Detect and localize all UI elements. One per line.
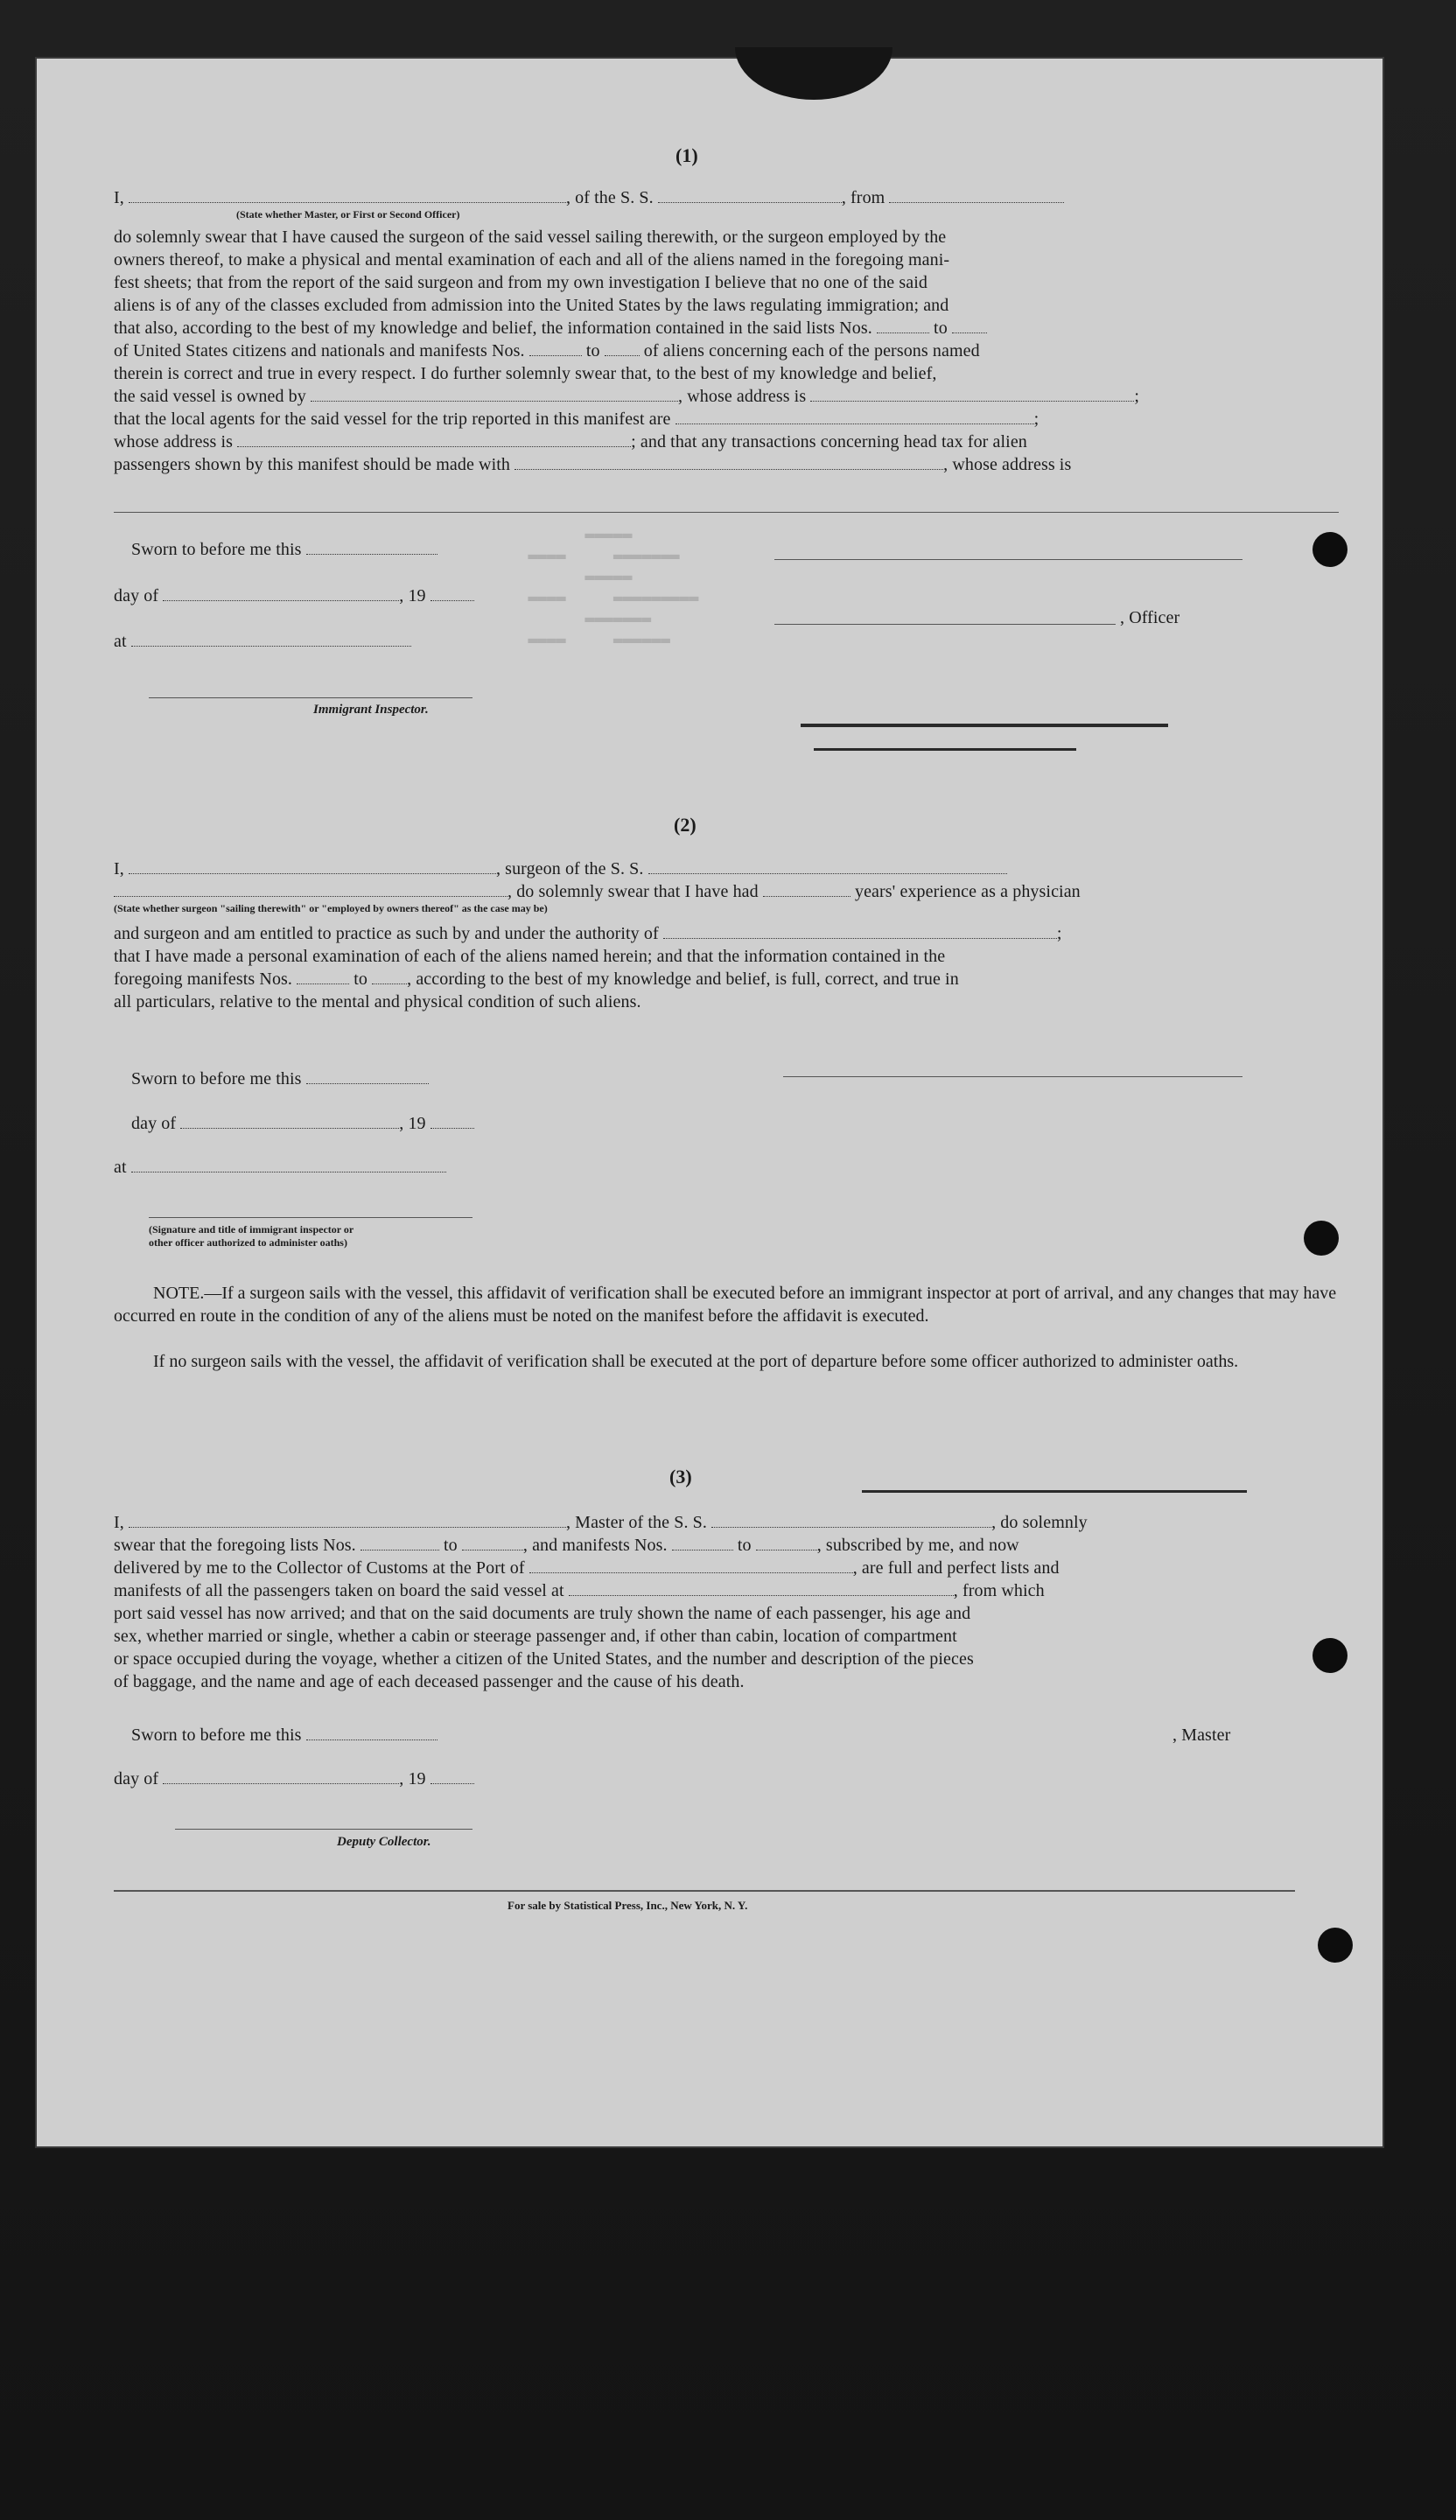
s2-month-blank[interactable] [180, 1114, 399, 1129]
immigrant-inspector-caption: Immigrant Inspector. [313, 703, 429, 717]
text: to [444, 1536, 458, 1555]
officer-caption: (State whether Master, or First or Second Officer) [236, 208, 460, 220]
printer-imprint: For sale by Statistical Press, Inc., New York, N. Y. [508, 1899, 748, 1912]
s3-line-4 [114, 1579, 1045, 1602]
s3-line-8: of baggage, and the name and age of each deceased passenger and the cause of his death. [114, 1672, 745, 1691]
surgeon-status-blank[interactable] [114, 882, 508, 897]
form-content [35, 57, 1384, 2148]
text: , according to the best of my knowledge and belief, is full, correct, and true in [407, 970, 959, 989]
s1-paragraph-line-9: that the local agents for the said vessel for the trip reported in this manifest are ; [114, 410, 1040, 429]
s3-sworn-line [131, 1724, 438, 1746]
s1-month-blank[interactable] [163, 586, 399, 601]
s2-year-blank[interactable] [430, 1114, 474, 1129]
s1-officer-label: , Officer [1120, 608, 1180, 627]
agents-address-blank[interactable] [237, 432, 631, 447]
text: whose address is [114, 432, 234, 452]
text: , 19 [399, 1114, 426, 1133]
text: to [354, 970, 368, 989]
s1-paragraph-line-6 [114, 340, 980, 362]
manifests-from-blank[interactable] [529, 341, 582, 356]
local-agents-blank[interactable] [676, 410, 1034, 424]
text: to [934, 318, 948, 338]
text: day of [114, 1769, 159, 1788]
text: Sworn to before me this [131, 540, 302, 559]
note-heading: NOTE. [153, 1284, 205, 1303]
s2-line-6: all particulars, relative to the mental and physical condition of such aliens. [114, 992, 641, 1012]
s2-line-3: and surgeon and am entitled to practice as such by and under the authority of ; [114, 924, 1062, 943]
s2-at-line [114, 1156, 446, 1179]
s2-vessel-blank[interactable] [648, 859, 1007, 874]
text: , and manifests Nos. [522, 1536, 668, 1555]
s3-manifests-to-blank[interactable] [756, 1536, 817, 1550]
text: years' experience as a physician [854, 882, 1081, 901]
surgeon-status-caption: (State whether surgeon "sailing therewith" or "employed by owners thereof" as the case may be) [114, 902, 548, 914]
vessel-name-blank[interactable] [658, 188, 842, 203]
text: I, [114, 1513, 124, 1532]
s1-paragraph-line-4: aliens is of any of the classes excluded from admission into the United States by the laws regulating immigration; and [114, 296, 949, 315]
deputy-collector-caption: Deputy Collector. [337, 1835, 431, 1849]
s3-vessel-blank[interactable] [711, 1513, 991, 1528]
text: Sworn to before me this [131, 1069, 302, 1088]
from-port-blank[interactable] [889, 188, 1064, 203]
s3-line-1 [114, 1511, 1088, 1534]
s2-manifests-to-blank[interactable] [372, 970, 407, 984]
text: of aliens concerning each of the persons named [643, 341, 980, 360]
s1-strike-line-2 [814, 748, 1076, 751]
text: , of the S. S. [565, 188, 654, 207]
s1-sworn-line [131, 538, 438, 561]
text: that the local agents for the said vessel for the trip reported in this manifest are [114, 410, 671, 429]
years-experience-blank[interactable] [763, 882, 850, 897]
text: and surgeon and am entitled to practice as such by and under the authority of [114, 924, 659, 943]
authority-blank[interactable] [663, 924, 1057, 939]
text: , do solemnly swear that I have had [508, 882, 759, 901]
text: passengers shown by this manifest should be made with [114, 455, 511, 474]
text: , whose address is [678, 387, 807, 406]
text: swear that the foregoing lists Nos. [114, 1536, 356, 1555]
text: foregoing manifests Nos. [114, 970, 293, 989]
manifests-to-blank[interactable] [605, 341, 640, 356]
text: of United States citizens and nationals and manifests Nos. [114, 341, 525, 360]
s3-master-label: , Master [1172, 1726, 1231, 1745]
section-1-oath-line [114, 186, 1064, 209]
s3-lists-from-blank[interactable] [360, 1536, 439, 1550]
head-tax-party-blank[interactable] [514, 455, 943, 470]
text: , do solemnly [991, 1513, 1088, 1532]
s2-line-1 [114, 858, 1007, 880]
lists-from-blank[interactable] [877, 318, 929, 333]
text: , 19 [399, 586, 426, 606]
s1-paragraph-line-1: do solemnly swear that I have caused the surgeon of the said vessel sailing therewith, or the surgeon employed by the [114, 228, 947, 247]
text: , Master of the S. S. [565, 1513, 707, 1532]
embarkation-port-blank[interactable] [569, 1581, 954, 1596]
text: I, [114, 859, 124, 878]
s3-line-5: port said vessel has now arrived; and that on the said documents are truly shown the name of each passenger, his age and [114, 1604, 971, 1623]
text: that also, according to the best of my knowledge and belief, the information contained in the said lists Nos. [114, 318, 872, 338]
s2-manifests-from-blank[interactable] [297, 970, 349, 984]
section-3-number: (3) [669, 1466, 692, 1488]
s1-paragraph-line-3: fest sheets; that from the report of the said surgeon and from my own investigation I believe that no one of the said [114, 273, 928, 292]
text: , from [841, 188, 886, 207]
text: Sworn to before me this [131, 1726, 302, 1745]
bleed-through-texture: ▬▬▬▬▬ ▬▬▬▬ ▬▬▬▬▬▬▬ ▬▬▬▬▬ ▬▬▬▬ ▬▬▬▬▬▬▬▬▬ ▬▬▬▬▬▬▬ ▬▬▬▬ ▬▬▬▬▬▬ [528, 526, 699, 649]
s3-line-7: or space occupied during the voyage, whether a citizen of the United States, and the number and description of the pieces [114, 1649, 974, 1669]
s1-paragraph-line-8: the said vessel is owned by , whose address is ; [114, 387, 1140, 406]
s3-sworn-day-blank[interactable] [306, 1726, 438, 1740]
section-2-number: (2) [674, 814, 696, 836]
text: , from which [953, 1581, 1045, 1600]
footer-rule [114, 1890, 1295, 1892]
s1-inspector-rule [149, 697, 472, 698]
note-paragraph-1 [114, 1282, 1339, 1327]
s3-line-6: sex, whether married or single, whether a cabin or steerage passenger and, if other than cabin, location of compartment [114, 1627, 957, 1646]
s2-inspector-rule [149, 1217, 472, 1218]
s1-year-blank[interactable] [430, 586, 474, 601]
s3-year-blank[interactable] [430, 1769, 474, 1784]
text: to [737, 1536, 752, 1555]
s1-officer-rule [774, 624, 1116, 625]
s2-line-4: that I have made a personal examination of each of the aliens named herein; and that the information contained in the [114, 947, 946, 966]
s2-sworn-line [131, 1068, 429, 1090]
text: day of [114, 586, 159, 606]
s3-day-of-line [114, 1768, 474, 1790]
text: day of [131, 1114, 177, 1133]
s3-month-blank[interactable] [163, 1769, 399, 1784]
s1-strike-line-1 [801, 724, 1168, 727]
note-paragraph-2: If no surgeon sails with the vessel, the affidavit of verification shall be executed at the port of departure before some officer authorized to administer oaths. [153, 1352, 1239, 1371]
section-1-number: (1) [676, 144, 698, 166]
s2-signature-rule [783, 1076, 1242, 1077]
owner-blank[interactable] [311, 387, 678, 402]
text: to [585, 341, 600, 360]
s2-day-of-line [131, 1112, 474, 1135]
text: , are full and perfect lists and [852, 1558, 1060, 1578]
s3-manifests-from-blank[interactable] [672, 1536, 733, 1550]
s1-at-place-blank[interactable] [131, 632, 411, 647]
officer-name-blank[interactable] [129, 188, 566, 203]
s1-paragraph-line-5 [114, 317, 987, 340]
text: , subscribed by me, and now [816, 1536, 1019, 1555]
text: ; and that any transactions concerning head tax for alien [631, 432, 1027, 452]
s1-day-of-line [114, 584, 474, 607]
text: I, [114, 188, 124, 207]
s2-sworn-day-blank[interactable] [306, 1069, 429, 1084]
s2-signature-caption-1: (Signature and title of immigrant inspector or [149, 1223, 354, 1236]
text: at [114, 632, 127, 651]
text: —If a surgeon sails with the vessel, this affidavit of verification shall be executed before an immigrant inspector at port of arrival, and any changes that may have occurred en route in the condition of any of the aliens must be noted on the manifest before the affidavit is executed. [114, 1284, 1337, 1326]
s3-deputy-rule [175, 1829, 472, 1830]
s1-signature-rule-top [774, 559, 1242, 560]
s1-paragraph-line-10 [114, 430, 1027, 453]
text: manifests of all the passengers taken on board the said vessel at [114, 1581, 564, 1600]
s3-line-3 [114, 1557, 1060, 1579]
s1-paragraph-line-2: owners thereof, to make a physical and mental examination of each and all of the aliens named in the foregoing mani- [114, 250, 950, 270]
master-name-blank[interactable] [129, 1513, 566, 1528]
s1-paragraph-line-11 [114, 453, 1071, 476]
s2-signature-caption-2: other officer authorized to administer oaths) [149, 1236, 347, 1249]
s3-lists-to-blank[interactable] [462, 1536, 523, 1550]
s2-at-place-blank[interactable] [131, 1158, 446, 1172]
text: , whose address is [943, 455, 1072, 474]
s2-line-5 [114, 968, 959, 990]
s2-line-2 [114, 880, 1081, 903]
text: , surgeon of the S. S. [495, 859, 644, 878]
s3-strike-line [862, 1490, 1247, 1493]
port-blank[interactable] [529, 1558, 853, 1573]
text: delivered by me to the Collector of Customs at the Port of [114, 1558, 525, 1578]
s1-at-line [114, 630, 411, 653]
owner-address-blank[interactable] [810, 387, 1134, 402]
text: at [114, 1158, 127, 1177]
text: the said vessel is owned by [114, 387, 306, 406]
lists-to-blank[interactable] [952, 318, 987, 333]
s1-address-rule [114, 512, 1339, 513]
text: , 19 [399, 1769, 426, 1788]
s1-paragraph-line-7: therein is correct and true in every respect. I do further solemnly swear that, to the best of my knowledge and belief, [114, 364, 937, 383]
s1-sworn-day-blank[interactable] [306, 540, 438, 555]
s3-line-2 [114, 1534, 1019, 1557]
surgeon-name-blank[interactable] [129, 859, 496, 874]
